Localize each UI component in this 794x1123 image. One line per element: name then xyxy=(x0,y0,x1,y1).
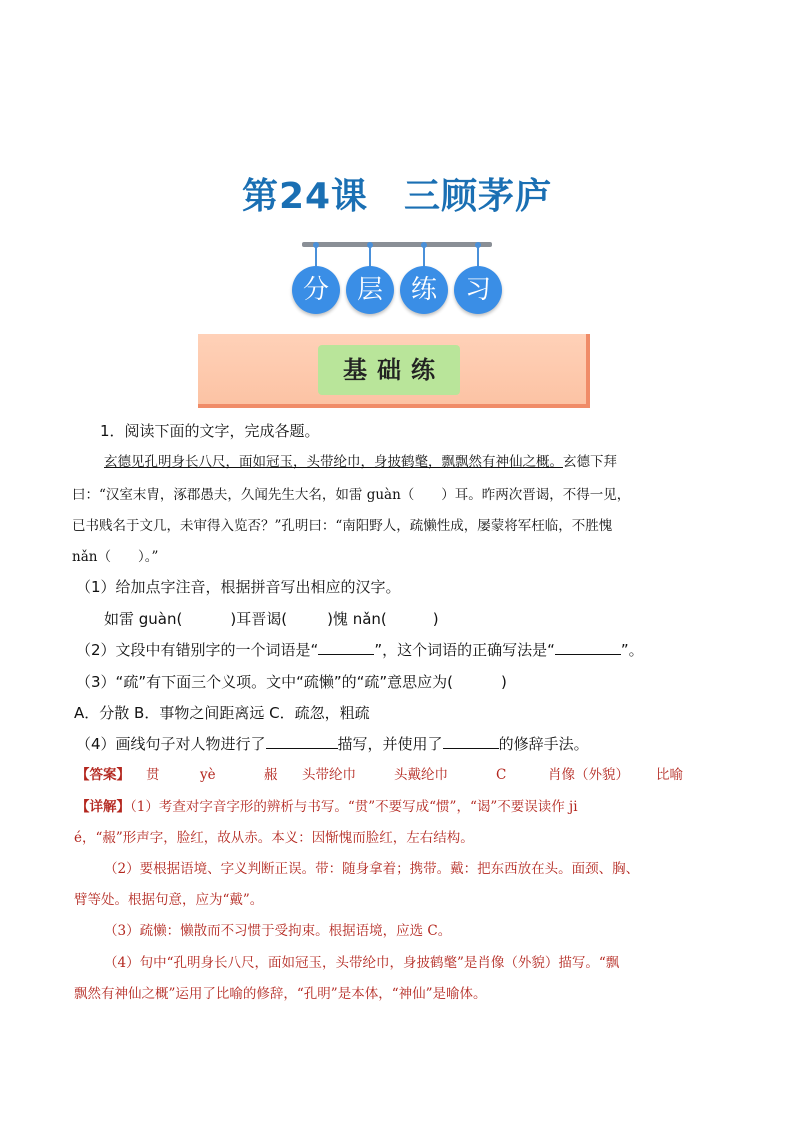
answer-item: 头带纶巾 xyxy=(302,767,356,783)
explanation-line xyxy=(76,797,578,817)
fill-item: ) xyxy=(432,610,439,628)
passage-line: 已书贱名于文几，未审得入览否？”孔明曰：“南阳野人，疏懒性成，屡蒙将军枉临，不胜愧 xyxy=(72,518,613,534)
explanation-line: é，“赧”形声字，脸红，故从赤。本义：因惭愧而脸红，左右结构。 xyxy=(74,830,474,846)
answer-item: 比喻 xyxy=(656,767,683,783)
passage-line xyxy=(104,452,617,472)
passage-line: 曰：“汉室末胄，涿郡愚夫，久闻先生大名，如雷 guàn（ ）耳。昨两次晋谒，不得一见， xyxy=(72,487,631,503)
lesson-title: 三顾茅庐 xyxy=(404,176,553,217)
explanation-text: （1）考查对字音字形的辨析与书写。“贯”不要写成“惯”，“谒”不要误读作 ji xyxy=(130,799,578,815)
explanation-line: （3）疏懒：懒散而不习惯于受拘束。根据语境，应选 C。 xyxy=(104,923,452,939)
sub-question-3 xyxy=(76,672,507,692)
explanation-line: 臂等处。根据句意，应为“戴”。 xyxy=(74,892,264,908)
rail-stem xyxy=(315,246,317,268)
sub4-text: （4）画线句子对人物进行了 xyxy=(76,735,266,753)
banner-label: 基础练 xyxy=(318,345,460,395)
sub4-text: 描写，并使用了 xyxy=(337,735,443,753)
passage-line: nǎn（ ）。” xyxy=(72,549,159,565)
section-bubble: 层 xyxy=(346,266,394,314)
fill-item: 如雷 guàn( xyxy=(104,610,183,628)
sub2-text: （2）文段中有错别字的一个词语是“ xyxy=(76,641,319,659)
explanation-line: （2）要根据语境、字义判断正误。带：随身拿着；携带。戴：把东西放在头。面颈、胸、 xyxy=(104,861,640,877)
answer-item: C xyxy=(496,767,507,783)
rail-stem xyxy=(423,246,425,268)
explanation-tag: 【详解】 xyxy=(76,799,130,815)
sub3-text: ) xyxy=(501,673,507,691)
sub2-text: ”。 xyxy=(620,641,644,659)
explanation-line: 飘然有神仙之概”运用了比喻的修辞，“孔明”是本体，“神仙”是喻体。 xyxy=(74,986,487,1002)
answer-blank[interactable] xyxy=(318,640,374,655)
rail-stem xyxy=(369,246,371,268)
answer-blank[interactable] xyxy=(555,640,621,655)
rail-stem xyxy=(477,246,479,268)
sub3-text: （3）“疏”有下面三个义项。文中“疏懒”的“疏”意思应为( xyxy=(76,673,454,691)
question-intro: 1．阅读下面的文字，完成各题。 xyxy=(100,422,320,440)
answer-tag: 【答案】 xyxy=(76,767,130,783)
answer-item: 肖像（外貌） xyxy=(548,767,629,783)
fill-item: )愧 nǎn( xyxy=(327,610,387,628)
sub-question-1: （1）给加点字注音，根据拼音写出相应的汉字。 xyxy=(76,578,401,596)
fill-item: )耳晋谒( xyxy=(230,610,288,628)
lesson-number: 第24课 xyxy=(241,176,369,217)
underlined-sentence: 玄德见孔明身长八尺，面如冠玉，头带纶巾，身披鹤氅，飘飘然有神仙之概。 xyxy=(104,454,563,470)
sub-question-2 xyxy=(76,640,644,660)
answer-item: 赧 xyxy=(264,767,278,783)
answer-line xyxy=(76,765,683,785)
answer-item: 头戴纶巾 xyxy=(394,767,448,783)
page-title xyxy=(0,168,794,219)
section-bubble: 练 xyxy=(400,266,448,314)
answer-item: yè xyxy=(200,767,216,783)
answer-blank[interactable] xyxy=(266,734,338,749)
explanation-line: （4）句中“孔明身长八尺，面如冠玉，头带纶巾，身披鹤氅”是肖像（外貌）描写。“飘 xyxy=(104,955,620,971)
section-bubble: 分 xyxy=(292,266,340,314)
answer-blank[interactable] xyxy=(443,734,499,749)
options-line: A．分散 B．事物之间距离远 C．疏忽，粗疏 xyxy=(74,704,370,722)
sub-question-4 xyxy=(76,734,589,754)
sub2-text: ”，这个词语的正确写法是“ xyxy=(374,641,555,659)
decorative-rail xyxy=(302,242,492,247)
section-bubble: 习 xyxy=(454,266,502,314)
answer-item: 贯 xyxy=(146,767,160,783)
passage-text: 玄德下拜 xyxy=(563,454,617,470)
sub4-text: 的修辞手法。 xyxy=(498,735,589,753)
sub-question-1-items xyxy=(104,609,439,629)
